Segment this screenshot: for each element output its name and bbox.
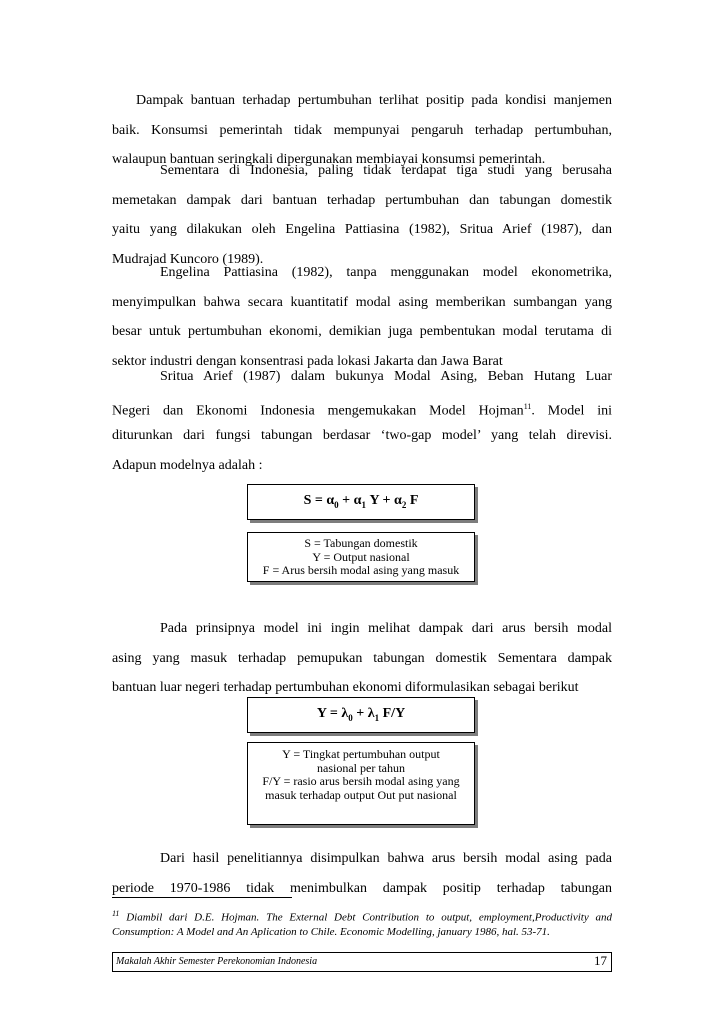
text-line: memetakan dampak dari bantuan terhadap pertumbuhan dan tabungan domestik xyxy=(112,192,612,208)
definition-line: F = Arus bersih modal asing yang masuk xyxy=(262,563,460,577)
text-line: Sementara di Indonesia, paling tidak terdapat tiga studi yang berusaha xyxy=(160,163,612,178)
text-line: besar untuk pertumbuhan ekonomi, demikian juga pembentukan modal terutama di xyxy=(112,324,612,339)
text-line: yaitu yang dilakukan oleh Engelina Pattiasina (1982), Sritua Arief (1987), dan xyxy=(112,222,612,237)
text-line: Sritua Arief (1987) dalam bukunya Modal Asing, Beban Hutang Luar xyxy=(160,369,612,384)
text-line: sektor industri dengan konsentrasi pada lokasi Jakarta dan Jawa Barat xyxy=(112,353,503,369)
text-line: Pada prinsipnya model ini ingin melihat dampak dari arus bersih modal xyxy=(160,621,612,636)
text-line: walaupun bantuan seringkali dipergunakan membiayai konsumsi pemerintah. xyxy=(112,152,546,167)
text-line: Adapun modelnya adalah : xyxy=(112,457,263,473)
definition-line: F/Y = rasio arus bersih modal asing yang xyxy=(262,774,460,788)
footer-title: Makalah Akhir Semester Perekonomian Indonesia xyxy=(116,956,318,967)
text-line: menyimpulkan bahwa secara kuantitatif modal asing memberikan sumbangan yang xyxy=(112,294,612,310)
text-line: bantuan luar negeri terhadap pertumbuhan ekonomi diformulasikan sebagai berikut xyxy=(112,680,579,695)
equation-box-savings: $S = \alpha_0 + \alpha_1$ $Y + \alpha_2$ F xyxy=(247,484,475,520)
footnote xyxy=(112,907,612,939)
definition-line: Y = Output nasional xyxy=(312,549,410,564)
definition-box-growth xyxy=(247,742,475,825)
paragraph-2 xyxy=(112,156,612,274)
paragraph-5 xyxy=(112,614,612,703)
text-line: Mudrajad Kuncoro (1989). xyxy=(112,251,264,267)
footnote-mark: 11 xyxy=(112,909,120,918)
text-line: baik. Konsumsi pemerintah tidak mempunyai pengaruh terhadap pertumbuhan, xyxy=(112,122,612,138)
text-line: Dari hasil penelitiannya disimpulkan bahwa arus bersih modal asing pada xyxy=(160,851,612,866)
equation-box-growth: $Y = \lambda_0 + \lambda_1$ F/Y xyxy=(247,697,475,733)
text-line: diturunkan dari fungsi tabungan berdasar ‘two-gap model’ yang telah direvisi. xyxy=(112,428,612,443)
paragraph-3 xyxy=(112,258,612,376)
page-number: 17 xyxy=(594,953,607,968)
definition-box-savings xyxy=(247,532,475,582)
paragraph-4 xyxy=(112,362,612,480)
paragraph-6 xyxy=(112,844,612,903)
text-line: asing yang masuk terhadap pemupukan tabungan domestik Sementara dampak xyxy=(112,650,612,666)
page-footer xyxy=(112,952,612,972)
text-line: periode 1970-1986 tidak menimbulkan dampak positip terhadap tabungan xyxy=(112,880,612,896)
text-line: Engelina Pattiasina (1982), tanpa menggunakan model ekonometrika, xyxy=(160,265,612,280)
definition-line: Y = Tingkat pertumbuhan output xyxy=(282,747,440,761)
definition-line: nasional per tahun xyxy=(317,760,405,775)
footnote-text: Diambil dari D.E. Hojman. The External Debt Contribution to output, employment,Productivity and Consumption: A Model and An Aplication to Chile. Economic Modelling, january 1986, hal. 53-71. xyxy=(112,911,612,938)
definition-line: S = Tabungan domestik xyxy=(304,536,418,550)
footnote-ref[interactable]: 11 xyxy=(523,401,532,411)
text-line: Dampak bantuan terhadap pertumbuhan terlihat positip pada kondisi manjemen xyxy=(136,93,612,108)
footnote-separator xyxy=(112,897,292,898)
definition-line: masuk terhadap output Out put nasional xyxy=(265,787,457,802)
text-line: Negeri dan Ekonomi Indonesia mengemukakan Model Hojman$^{11}$. Model ini xyxy=(112,401,612,419)
